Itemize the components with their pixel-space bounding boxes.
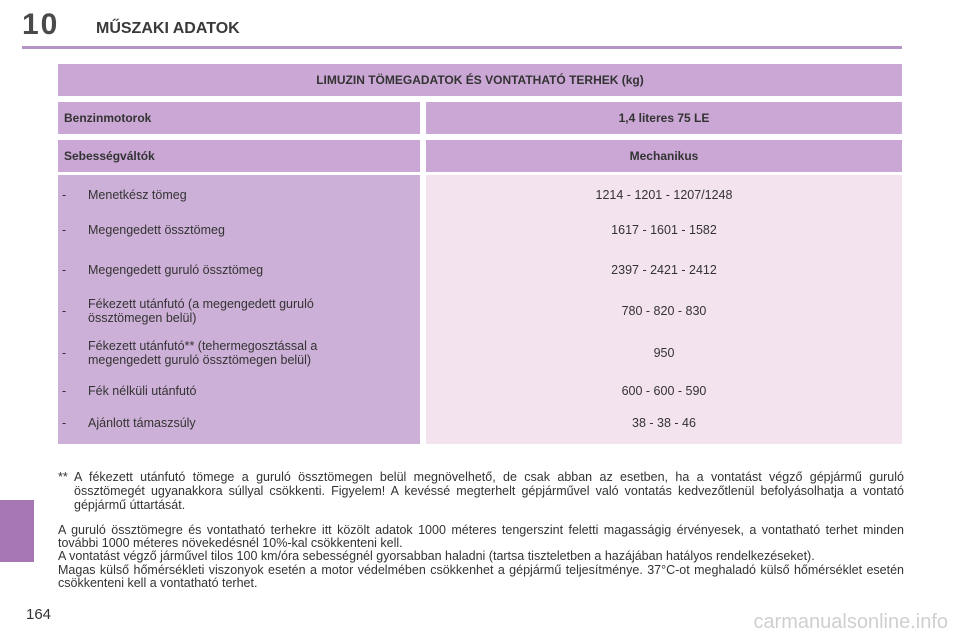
row-label-text: Fék nélküli utánfutó [88, 384, 197, 398]
page-number: 164 [26, 606, 52, 623]
footnote-text: A fékezett utánfutó tömege a guruló össztömegen belül megnövelhető, de csak abban az esetben, ha a vontatást végző gépjármű guruló össztömegét ugyanakkora súllyal csökkenti. Figyelem! A kevéssé megterhelt gépjárművel való vontatás kedvezőtlenül befolyásolhatja a vontató gépjármű úttartását. [74, 470, 904, 512]
chapter-side-tab [0, 500, 34, 562]
row-label-text: Megengedett össztömeg [88, 223, 225, 237]
value-column [426, 175, 902, 444]
note-paragraph: Magas külső hőmérsékleti viszonyok esetén a motor védelmében csökkenhet a gépjármű teljesítménye. 37°C-ot meghaladó külső hőmérséklet esetén csökkenteni kell a vontatható terhet. [58, 562, 904, 590]
table-title: LIMUZIN TÖMEGADATOK ÉS VONTATHATÓ TERHEK (kg) [58, 64, 902, 96]
watermark: carmanualsonline.info [753, 611, 948, 633]
chapter-title: MŰSZAKI ADATOK [96, 20, 240, 37]
table-row-value: 600 - 600 - 590 [621, 384, 707, 398]
table-row-value: 1214 - 1201 - 1207/1248 [595, 188, 733, 202]
row-dash: - [62, 263, 67, 277]
row-label-text: Menetkész tömeg [88, 188, 187, 202]
row-dash: - [62, 188, 67, 202]
table-row-value: 950 [653, 346, 675, 360]
table-row-label [58, 332, 420, 374]
engine-label: Benzinmotorok [58, 102, 420, 134]
gearbox-label: Sebességváltók [58, 140, 420, 172]
row-label-text: Megengedett guruló össztömeg [88, 263, 264, 277]
note-paragraph: A vontatást végző járművel tilos 100 km/óra sebességnél gyorsabban haladni (tartsa tiszteletben a hazájában hatályos rendelkezéseket). [58, 549, 815, 564]
row-dash: - [62, 223, 67, 237]
engine-value: 1,4 literes 75 LE [426, 102, 902, 134]
row-label-text: Fékezett utánfutó (a megengedett guruló össztömegen belül) [88, 297, 314, 325]
row-dash: - [62, 304, 67, 318]
table-row-label [58, 210, 420, 250]
table-row-label [58, 374, 420, 408]
note-paragraph: A guruló össztömegre és vontatható terhekre itt közölt adatok 1000 méteres tengerszint feletti magasságig érvényesek, a vontatható terhet minden további 1000 méteres növekedésnél 10%-kal csökkenteni kell. [58, 523, 904, 551]
footnote-mark: ** [58, 470, 68, 484]
footnote [58, 470, 904, 512]
table-row-label [58, 408, 420, 438]
table-row-value: 38 - 38 - 46 [632, 416, 696, 430]
table-body [58, 175, 902, 444]
row-dash: - [62, 384, 67, 398]
row-label-text: Fékezett utánfutó** (tehermegosztással a megengedett guruló össztömegen belül) [88, 339, 318, 367]
row-dash: - [62, 346, 67, 360]
table-row-label [58, 180, 420, 210]
engine-row [58, 102, 902, 134]
gearbox-value: Mechanikus [426, 140, 902, 172]
table-row-value: 2397 - 2421 - 2412 [611, 263, 717, 277]
gearbox-row [58, 140, 902, 172]
table-row-value: 1617 - 1601 - 1582 [611, 223, 717, 237]
mass-table [58, 64, 902, 444]
row-label-text: Ajánlott támaszsúly [88, 416, 196, 430]
table-row-label [58, 290, 420, 332]
header-rule [22, 46, 902, 49]
notes [58, 524, 904, 590]
table-row-value: 780 - 820 - 830 [621, 304, 707, 318]
chapter-number: 10 [22, 8, 60, 41]
table-row-label [58, 250, 420, 290]
row-dash: - [62, 416, 67, 430]
label-column [58, 175, 420, 444]
